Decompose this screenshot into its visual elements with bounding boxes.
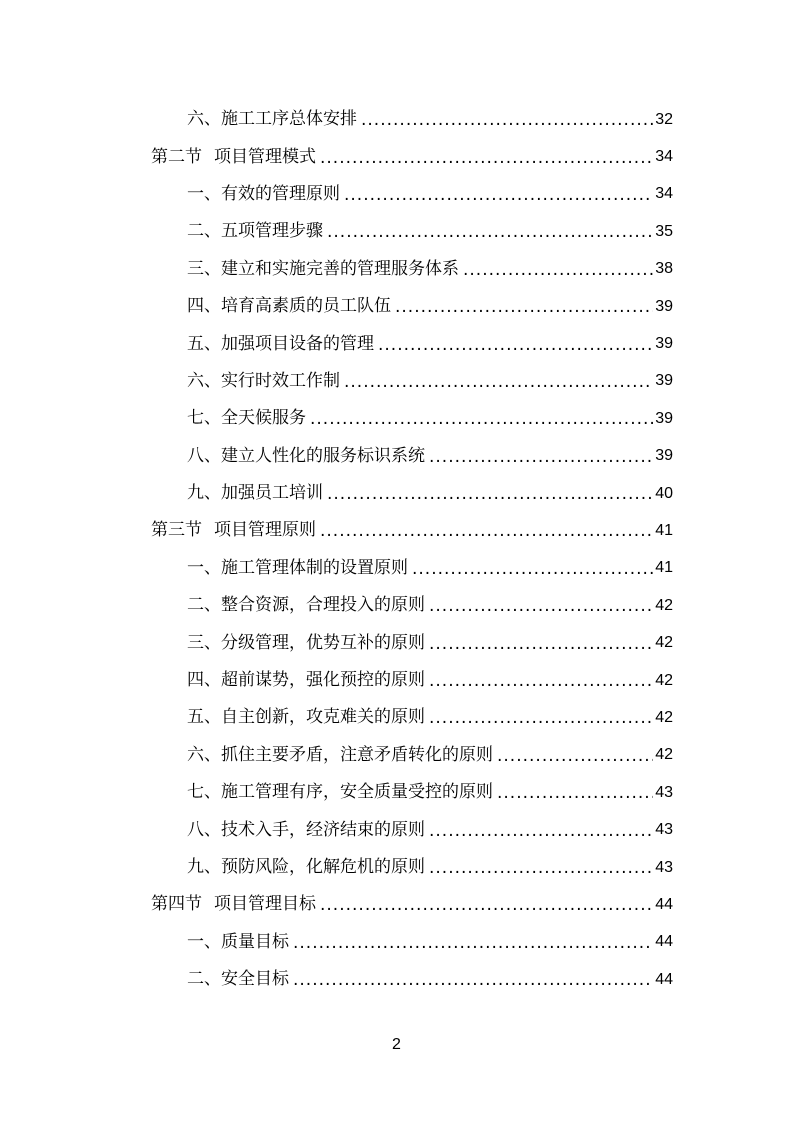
toc-page-number: 44 xyxy=(655,895,673,913)
toc-dot-leader xyxy=(293,935,653,952)
toc-entry-title: 一、施工管理体制的设置原则 xyxy=(187,557,408,578)
toc-item-row xyxy=(0,624,673,661)
toc-entry-title xyxy=(151,146,316,167)
toc-item-row xyxy=(0,438,673,475)
toc-section-label: 第三节 xyxy=(151,520,202,541)
toc-section-label: 第四节 xyxy=(151,894,202,915)
toc-section-row xyxy=(0,512,673,549)
toc-entry-title: 八、技术入手，经济结束的原则 xyxy=(187,819,425,840)
toc-page-number: 39 xyxy=(655,335,673,353)
toc-item-row xyxy=(0,213,673,250)
toc-section-title: 项目管理目标 xyxy=(214,894,316,915)
toc-entry-title: 二、五项管理步骤 xyxy=(187,221,323,242)
toc-page-number: 39 xyxy=(655,447,673,465)
toc-entry-title: 四、培育高素质的员工队伍 xyxy=(187,296,391,317)
toc-page-number: 44 xyxy=(655,933,673,951)
toc-dot-leader xyxy=(429,710,653,727)
toc-page-number: 41 xyxy=(655,559,673,577)
toc-item-row xyxy=(0,101,673,138)
toc-page-number: 40 xyxy=(655,484,673,502)
toc-entry-title: 四、超前谋势，强化预控的原则 xyxy=(187,670,425,691)
toc-page-number: 39 xyxy=(655,297,673,315)
toc-section-label: 第二节 xyxy=(151,146,202,167)
toc-dot-leader xyxy=(429,673,653,690)
toc-dot-leader xyxy=(429,449,653,466)
toc-entry-title: 九、加强员工培训 xyxy=(187,483,323,504)
toc-page-number: 34 xyxy=(655,148,673,166)
toc-entry-title: 六、施工工序总体安排 xyxy=(187,109,357,130)
toc-item-row xyxy=(0,849,673,886)
toc-section-title: 项目管理模式 xyxy=(214,146,316,167)
toc-dot-leader xyxy=(327,486,653,503)
toc-page-number: 39 xyxy=(655,409,673,427)
toc-page-number: 35 xyxy=(655,222,673,240)
toc-dot-leader xyxy=(320,523,653,540)
toc-dot-leader xyxy=(429,598,653,615)
toc-dot-leader xyxy=(429,860,653,877)
toc-item-row xyxy=(0,924,673,961)
toc-item-row xyxy=(0,475,673,512)
toc-page-number: 42 xyxy=(655,708,673,726)
toc-entry-title: 一、质量目标 xyxy=(187,931,289,952)
toc-page-number: 42 xyxy=(655,634,673,652)
toc-dot-leader xyxy=(412,561,653,578)
toc-entry-title: 六、抓住主要矛盾，注意矛盾转化的原则 xyxy=(187,744,493,765)
toc-entry-title: 三、建立和实施完善的管理服务体系 xyxy=(187,258,459,279)
toc-entry-title: 三、分级管理，优势互补的原则 xyxy=(187,632,425,653)
toc-dot-leader xyxy=(361,112,653,129)
toc-entry-title: 八、建立人性化的服务标识系统 xyxy=(187,445,425,466)
toc-item-row xyxy=(0,251,673,288)
toc-page-number: 42 xyxy=(655,671,673,689)
toc-dot-leader xyxy=(310,411,653,428)
toc-dot-leader xyxy=(395,299,653,316)
toc-dot-leader xyxy=(497,785,653,802)
toc-dot-leader xyxy=(344,374,653,391)
toc-entry-title: 一、有效的管理原则 xyxy=(187,183,340,204)
toc-entry-title: 六、实行时效工作制 xyxy=(187,370,340,391)
toc-page-number: 42 xyxy=(655,596,673,614)
toc-dot-leader xyxy=(320,897,653,914)
toc-entry-title: 二、整合资源，合理投入的原则 xyxy=(187,595,425,616)
toc-item-row xyxy=(0,550,673,587)
toc-entry-title: 九、预防风险，化解危机的原则 xyxy=(187,857,425,877)
toc-entry-title: 五、加强项目设备的管理 xyxy=(187,333,374,354)
toc-item-row xyxy=(0,699,673,736)
toc-dot-leader xyxy=(327,224,653,241)
page-number: 2 xyxy=(392,1036,401,1053)
toc-dot-leader xyxy=(378,337,653,354)
toc-item-row xyxy=(0,961,673,998)
toc-page-number: 43 xyxy=(655,783,673,801)
toc-item-row xyxy=(0,400,673,437)
toc-dot-leader xyxy=(320,150,653,167)
toc-item-row xyxy=(0,587,673,624)
table-of-contents xyxy=(0,101,793,998)
toc-dot-leader xyxy=(497,748,653,765)
toc-page-number: 43 xyxy=(655,858,673,876)
toc-page-number: 41 xyxy=(655,521,673,539)
toc-dot-leader xyxy=(429,636,653,653)
toc-entry-title: 五、自主创新，攻克难关的原则 xyxy=(187,707,425,728)
toc-item-row xyxy=(0,288,673,325)
toc-section-title: 项目管理原则 xyxy=(214,520,316,541)
toc-section-row xyxy=(0,886,673,923)
toc-dot-leader xyxy=(344,187,653,204)
toc-page-number: 38 xyxy=(655,260,673,278)
toc-page-number: 43 xyxy=(655,821,673,839)
toc-page-number: 44 xyxy=(655,970,673,988)
toc-dot-leader xyxy=(293,972,653,989)
toc-item-row xyxy=(0,325,673,362)
toc-entry-title xyxy=(151,522,316,539)
toc-dot-leader xyxy=(429,823,653,840)
toc-entry-title: 二、安全目标 xyxy=(187,969,289,990)
toc-entry-title: 七、全天候服务 xyxy=(187,408,306,429)
toc-page-number: 39 xyxy=(655,372,673,390)
toc-entry-title: 七、施工管理有序，安全质量受控的原则 xyxy=(187,782,493,803)
toc-dot-leader xyxy=(463,262,653,279)
toc-section-row xyxy=(0,138,673,175)
toc-item-row xyxy=(0,662,673,699)
toc-page-number: 34 xyxy=(655,185,673,203)
toc-item-row xyxy=(0,811,673,848)
toc-page-number: 42 xyxy=(655,746,673,764)
toc-page-number: 32 xyxy=(655,110,673,128)
toc-item-row xyxy=(0,774,673,811)
toc-item-row xyxy=(0,737,673,774)
toc-item-row xyxy=(0,176,673,213)
toc-entry-title xyxy=(151,896,316,913)
toc-item-row xyxy=(0,363,673,400)
